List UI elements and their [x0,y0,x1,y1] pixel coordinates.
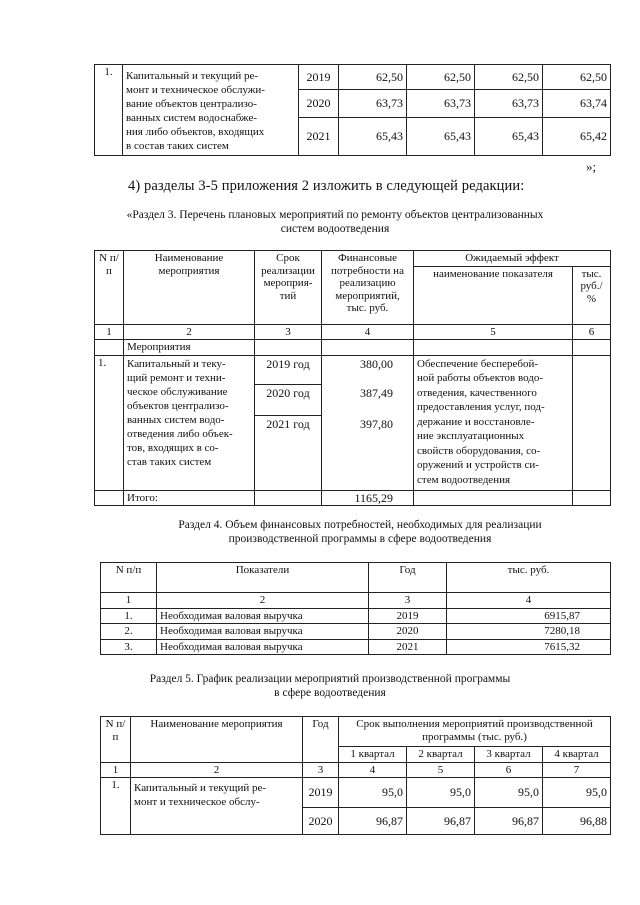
col-head-term: Срок выполнения мероприятий производственной программы (тыс. руб.) [339,717,611,747]
empty-cell [573,340,611,356]
quarter-value: 63,73 [407,90,475,118]
col-number: 3 [369,593,447,609]
activity-name [131,778,303,835]
year-cell: 2019 [303,778,339,808]
item-name-line: Капитальный и теку- [127,357,226,370]
effect-description [414,355,573,490]
row-number: 2. [101,624,157,640]
col-head-quarter-3: 3 квартал [475,747,543,763]
col-head-name: Наименование мероприятия [131,717,303,763]
row-number: 3. [101,639,157,655]
empty-cell [573,355,611,490]
year-cell: 2019 [299,65,339,90]
col-head-quarter-1: 1 квартал [339,747,407,763]
quarter-value: 63,74 [543,90,611,118]
water-supply-schedule-table [94,64,611,156]
section-4-title-line: производственной программы в сфере водоотведения [228,533,492,545]
year-cell: 2020 [299,90,339,118]
col-number: 1 [101,762,131,778]
col-number: 2 [124,324,255,340]
effect-line: Обеспечение бесперебой- [417,357,539,370]
col-head-name: Наименование мероприятия [124,251,255,325]
item-name-line: ческое обслуживание [127,385,228,398]
col-number: 1 [101,593,157,609]
item-number: 1. [95,355,124,490]
quarter-value: 96,87 [339,808,407,835]
activity-name-line: ванных систем водоснабже- [126,112,258,124]
col-number: 4 [322,324,414,340]
section-3-title [70,208,600,236]
section-5-table [100,716,611,835]
year-cell: 2019 [369,608,447,624]
effect-line: ной работы объектов водо- [417,372,544,384]
effect-line: стем водоотведения [417,473,511,486]
activity-name [123,65,299,156]
activity-name-line: монт и техническое обслужи- [126,84,265,96]
effect-line: свойств оборудования, со- [417,444,541,457]
col-head-effect: Ожидаемый эффект [414,251,611,267]
term-year: 2019 год [255,356,321,385]
item-name-line: став таких систем [127,455,212,468]
quarter-value: 65,43 [475,118,543,156]
empty-cell [255,490,322,506]
col-head-number: N п/п [101,563,157,593]
col-head-indicators: Показатели [157,563,369,593]
quarter-value: 62,50 [543,65,611,90]
col-number: 1 [95,324,124,340]
col-head-quarter-4: 4 квартал [543,747,611,763]
empty-cell [414,340,573,356]
point-4-heading: 4) разделы 3-5 приложения 2 изложить в следующей редакции: [128,178,525,194]
quarter-value: 95,0 [543,778,611,808]
amount-value: 387,49 [360,385,393,400]
col-head-year: Год [369,563,447,593]
quarter-value: 63,73 [339,90,407,118]
quarter-value: 62,50 [475,65,543,90]
activity-name-line: Капитальный и текущий ре- [126,70,259,82]
revenue-value: 7280,18 [447,624,611,640]
quarter-value: 95,0 [339,778,407,808]
quarter-value: 65,42 [543,118,611,156]
quarter-value: 62,50 [339,65,407,90]
col-head-number: N п/п [101,717,131,763]
col-number: 4 [447,593,611,609]
col-number: 3 [255,324,322,340]
col-head-sum: тыс. руб. [447,563,611,593]
col-number: 2 [131,762,303,778]
item-name-line: щий ремонт и техни- [127,371,226,384]
effect-line: ние эксплуатационных [417,430,525,442]
section-3-title-line: систем водоотведения [280,223,390,235]
indicator-name: Необходимая валовая выручка [157,608,369,624]
year-cell: 2021 [299,118,339,156]
section-3-table [94,250,611,506]
col-head-number: N п/п [95,251,124,325]
col-number: 3 [303,762,339,778]
effect-line: оружений и устройств си- [417,459,539,471]
item-name [124,355,255,490]
col-number: 5 [414,324,573,340]
col-number: 6 [475,762,543,778]
effect-line: предоставления услуг, под- [417,401,545,413]
effect-line: отведения, качественного [417,386,537,399]
col-number: 6 [573,324,611,340]
section-4-title-line: Раздел 4. Объем финансовых потребностей, необходимых для реализации [178,519,542,531]
section-3-title-line: «Раздел 3. Перечень плановых мероприятий по ремонту объектов централизованных [126,209,544,221]
row-number: 1. [101,608,157,624]
empty-cell [95,340,124,356]
closing-quote-mark: »; [586,159,597,174]
effect-line: держание и восстановле- [417,415,535,428]
year-cell: 2020 [369,624,447,640]
term-year: 2020 год [255,385,321,416]
quarter-value: 96,87 [407,808,475,835]
item-name-line: ванных систем водо- [127,413,225,426]
term-year: 2021 год [266,416,310,431]
indicator-name: Необходимая валовая выручка [157,624,369,640]
section-4-title [110,518,610,546]
empty-cell [95,490,124,506]
col-head-quarter-2: 2 квартал [407,747,475,763]
col-head-year: Год [303,717,339,763]
section-4-table [100,562,611,655]
activity-name-line: ния либо объектов, входящих [126,126,265,138]
amount-value: 397,80 [360,416,393,431]
col-number: 5 [407,762,475,778]
col-head-unit: тыс. руб./ % [573,266,611,324]
quarter-value: 96,87 [475,808,543,835]
col-head-term: Срок реализации мероприя-тий [255,251,322,325]
amount-cell [322,355,414,490]
item-name-line: тов, входящих в со- [127,441,219,454]
col-head-indicator: наименование показателя [414,266,573,324]
item-name-line: объектов централизо- [127,399,229,412]
indicator-name: Необходимая валовая выручка [157,639,369,655]
col-number: 4 [339,762,407,778]
empty-cell [573,490,611,506]
revenue-value: 7615,32 [447,639,611,655]
quarter-value: 65,43 [407,118,475,156]
amount-value: 380,00 [360,356,393,371]
activity-name-line: Капитальный и текущий ре- [134,782,267,794]
total-value: 1165,29 [322,490,414,506]
quarter-value: 95,0 [407,778,475,808]
total-label: Итого: [124,490,255,506]
section-5-title [80,672,580,700]
row-number: 1. [95,65,123,156]
section-5-title-line: в сфере водоотведения [274,687,386,699]
year-cell: 2021 [369,639,447,655]
activity-name-line: вание объектов централизо- [126,98,257,110]
term-cell [255,355,322,490]
empty-cell [322,340,414,356]
item-name-line: отведения либо объек- [127,427,233,440]
revenue-value: 6915,87 [447,608,611,624]
group-label: Мероприятия [124,340,255,356]
quarter-value: 63,73 [475,90,543,118]
year-cell: 2020 [303,808,339,835]
row-number: 1. [101,778,131,835]
quarter-value: 65,43 [339,118,407,156]
activity-name-line: монт и техническое обслу- [134,796,260,808]
quarter-value: 96,88 [543,808,611,835]
col-head-finance: Финансовые потребности на реализацию мероприятий, тыс. руб. [322,251,414,325]
activity-name-line: в состав таких систем [126,140,229,152]
empty-cell [414,490,573,506]
col-number: 2 [157,593,369,609]
section-5-title-line: Раздел 5. График реализации мероприятий производственной программы [149,673,511,685]
quarter-value: 62,50 [407,65,475,90]
col-number: 7 [543,762,611,778]
quarter-value: 95,0 [475,778,543,808]
empty-cell [255,340,322,356]
